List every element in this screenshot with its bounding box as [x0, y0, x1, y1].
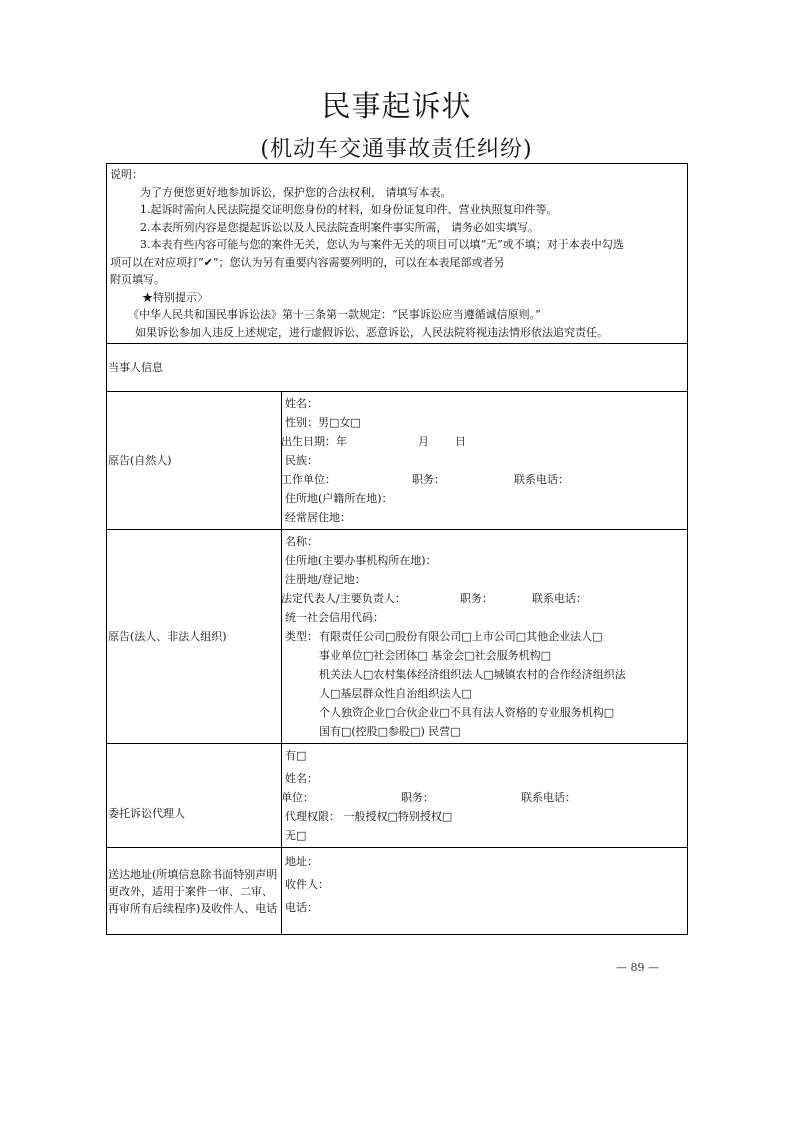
- birth-day-label: 日: [455, 435, 466, 448]
- plaintiff-legal-label: 原告(法人、非法人组织): [107, 530, 282, 744]
- domicile-field[interactable]: 住所地(户籍所在地)：: [285, 492, 393, 505]
- legal-position-field[interactable]: 职务：: [460, 592, 493, 605]
- service-address-fields: [282, 848, 688, 935]
- plaintiff-natural-label: 原告(自然人): [107, 392, 282, 530]
- org-type-options-5[interactable]: 个人独资企业□合伙企业□不具有法人资格的专业服务机构□: [319, 706, 615, 719]
- agent-phone-field[interactable]: 联系电话：: [521, 791, 576, 804]
- document-subtitle: (机动车交通事故责任纠纷): [260, 137, 533, 162]
- special-notice-warning: 如果诉讼参加人违反上述规定，进行虚假诉讼、恶意诉讼，人民法院将视违法情形依法追究责任。: [135, 325, 608, 339]
- work-unit-field[interactable]: 工作单位：: [281, 473, 336, 486]
- org-type-options-1[interactable]: 有限责任公司□股份有限公司□上市公司□其他企业法人□: [319, 630, 603, 643]
- agent-none-checkbox[interactable]: 无□: [285, 829, 307, 842]
- org-type-options-3[interactable]: 机关法人□农村集体经济组织法人□城镇农村的合作经济组织法: [319, 668, 626, 681]
- org-type-options-2[interactable]: 事业单位□社会团体□ 基金会□社会服务机构□: [319, 649, 552, 662]
- gender-field[interactable]: 性别：男□女□: [285, 416, 361, 429]
- birth-month-label: 月: [418, 435, 429, 448]
- ethnicity-field[interactable]: 民族：: [285, 454, 318, 467]
- agent-authority-options[interactable]: 代理权限： 一般授权□特别授权□: [285, 810, 453, 823]
- agent-row: [107, 744, 688, 848]
- instructions-cell: [107, 164, 688, 344]
- credit-code-field[interactable]: 统一社会信用代码：: [285, 611, 384, 624]
- agent-position-field[interactable]: 职务：: [401, 791, 434, 804]
- instruction-item-3: 3.本表有些内容可能与您的案件无关，您认为与案件无关的项目可以填“无”或不填；对于本表中勾选: [140, 238, 624, 251]
- birth-date-field[interactable]: [281, 432, 687, 451]
- complaint-form-table: [106, 163, 688, 935]
- service-address-label: 送达地址(所填信息除书面特别声明更改外，适用于案件一审、二审、再审所有后续程序)及收件人、电话: [107, 848, 282, 935]
- agent-unit-line: [281, 788, 687, 807]
- org-type-line-1: [285, 627, 687, 646]
- agent-unit-field[interactable]: 单位：: [281, 791, 314, 804]
- legal-rep-line: [281, 589, 687, 608]
- org-domicile-field[interactable]: 住所地(主要办事机构所在地)：: [285, 554, 437, 567]
- plaintiff-legal-fields: [282, 530, 688, 744]
- plaintiff-legal-row: [107, 530, 688, 744]
- document-title: 民事起诉状: [321, 89, 472, 123]
- birth-year-label: 出生日期：年: [281, 435, 347, 448]
- legal-rep-field[interactable]: 法定代表人/主要负责人：: [281, 592, 406, 605]
- residence-field[interactable]: 经常居住地：: [285, 511, 351, 524]
- instruction-item-1: 1.起诉时需向人民法院提交证明您身份的材料，如身份证复印件、营业执照复印件等。: [140, 203, 558, 216]
- party-info-row: [107, 344, 688, 392]
- plaintiff-natural-fields: [282, 392, 688, 530]
- agent-has-checkbox[interactable]: 有□: [285, 749, 307, 762]
- position-field[interactable]: 职务：: [412, 473, 445, 486]
- work-info-line: [281, 470, 687, 489]
- plaintiff-natural-row: [107, 392, 688, 530]
- instructions-row: [107, 164, 688, 344]
- name-field[interactable]: 姓名：: [285, 397, 318, 410]
- org-type-options-4[interactable]: 人□基层群众性自治组织法人□: [319, 687, 472, 700]
- org-ownership-options[interactable]: 国有□(控股□参股□) 民营□: [319, 725, 461, 738]
- org-name-field[interactable]: 名称：: [285, 535, 318, 548]
- agent-fields: [282, 744, 688, 848]
- service-phone-field[interactable]: 电话：: [285, 901, 318, 914]
- legal-phone-field[interactable]: 联系电话：: [532, 592, 587, 605]
- instruction-item-3-cont: 项可以在对应项打“✔”；您认为另有重要内容需要列明的，可以在本表尾部或者另: [110, 255, 505, 269]
- special-notice-law: 《中华人民共和国民事诉讼法》第十三条第一款规定：“民事诉讼应当遵循诚信原则。”: [128, 308, 541, 321]
- party-info-heading: 当事人信息: [107, 344, 688, 392]
- service-address-row: [107, 848, 688, 935]
- instructions-intro: 为了方便您更好地参加诉讼，保护您的合法权利， 请填写本表。: [140, 185, 452, 199]
- page-number: — 89 —: [616, 961, 659, 974]
- special-notice-heading: ★特别提示〉: [142, 290, 208, 304]
- phone-field[interactable]: 联系电话：: [514, 473, 569, 486]
- org-type-label: 类型：: [285, 630, 318, 643]
- agent-name-field[interactable]: 姓名：: [285, 772, 318, 785]
- instruction-item-3-end: 附页填写。: [110, 273, 165, 286]
- instructions-heading: 说明：: [110, 168, 143, 181]
- agent-label: 委托诉讼代理人: [107, 744, 282, 848]
- service-address-field[interactable]: 地址：: [285, 855, 318, 868]
- recipient-field[interactable]: 收件人：: [285, 878, 329, 891]
- registration-field[interactable]: 注册地/登记地：: [285, 573, 366, 586]
- instruction-item-2: 2.本表所列内容是您提起诉讼以及人民法院查明案件事实所需， 请务必如实填写。: [140, 220, 539, 234]
